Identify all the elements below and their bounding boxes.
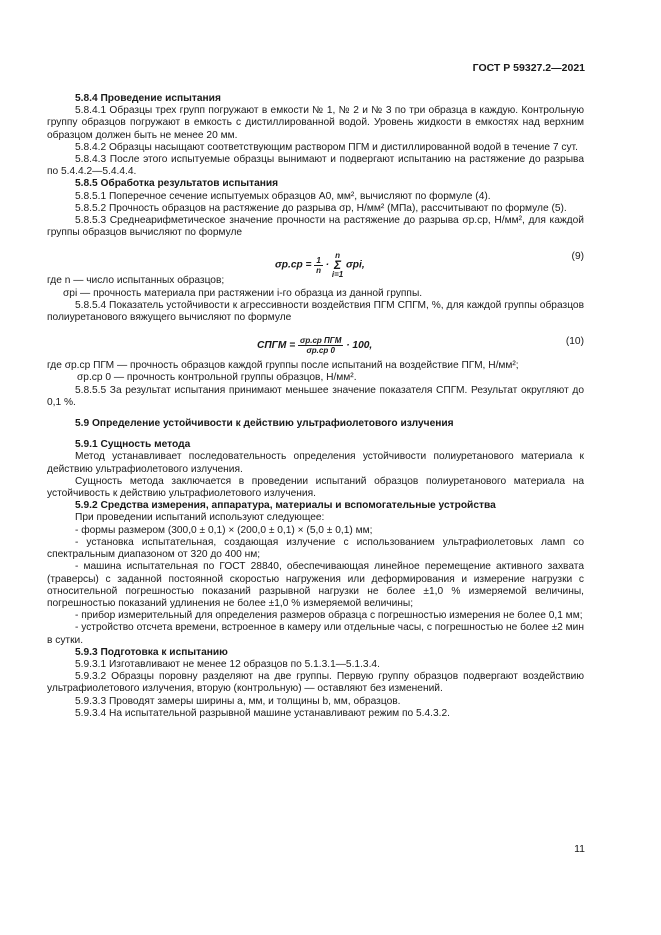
paragraph-5-9-3-3: 5.9.3.3 Проводят замеры ширины a, мм, и толщины b, мм, образцов. [75,695,401,707]
paragraph-5-9-3-2: 5.9.3.2 Образцы поровну разделяют на две группы. Первую группу образцов подвергают воздействию ультрафиолетового излучения, вторую (контрольную) — оставляют без изменений. [47,671,584,695]
section-5-8-5-title: 5.8.5 Обработка результатов испытания [75,178,279,190]
formula-9-fraction [314,256,322,275]
paragraph-5-8-4-1: 5.8.4.1 Образцы трех групп погружают в емкости № 1, № 2 и № 3 по три образца в каждую. Контрольную группу образцов погружают в емкость с дистиллированной водой. Уровень жидкости в емкостях над верхним образцом должен быть не менее 20 мм. [47,105,584,141]
paragraph-5-9-3-1: 5.9.3.1 Изготавливают не менее 12 образцов по 5.1.3.1—5.1.3.4. [75,658,380,670]
paragraph-5-8-5-1: 5.8.5.1 Поперечное сечение испытуемых образцов A0, мм², вычисляют по формуле (4). [75,190,491,202]
formula-10 [47,330,584,356]
formula-9 [47,245,584,280]
where-sigma-0: σр.ср 0 — прочность контрольной группы образцов, Н/мм². [77,372,357,384]
paragraph-5-9-1-a: Метод устанавливает последовательность определения устойчивости полиуретанового материала к действию ультрафиолетового излучения. [47,451,584,475]
paragraph-5-8-5-5: 5.8.5.5 За результат испытания принимают меньшее значение показателя СПГМ. Результат округляют до 0,1 %. [47,384,584,408]
section-5-9-1-title: 5.9.1 Сущность метода [75,439,191,451]
paragraph-5-9-2-a: При проведении испытаний используют следующее: [75,512,325,524]
formula-9-sum: n Σ i=1 [331,251,344,280]
paragraph-5-8-5-2: 5.8.5.2 Прочность образцов на растяжение до разрыва σр, Н/мм² (МПа), рассчитывают по формуле (5). [75,202,567,214]
paragraph-5-9-1-b: Сущность метода заключается в проведении испытаний образцов полиуретанового материала на устойчивость к действию ультрафиолетового излучения. [47,475,584,500]
paragraph-5-9-3-4: 5.9.3.4 На испытательной разрывной машине устанавливают режим по 5.4.3.2. [75,707,450,719]
formula-9-left: σр.ср = [275,260,312,272]
paragraph-5-8-4-2: 5.8.4.2 Образцы насыщают соответствующим раствором ПГМ и дистиллированной водой в течение 7 сут. [75,141,578,153]
section-5-9-3-title: 5.9.3 Подготовка к испытанию [75,646,228,658]
list-item-timer: - устройство отсчета времени, встроенное в камеру или отдельные часы, с погрешностью не более ±2 мин в сутки. [47,622,584,646]
where-sigma-pi: σрi — прочность материала при растяжении i-го образца из данной группы. [63,287,423,299]
paragraph-5-8-5-4: 5.8.5.4 Показатель устойчивости к агрессивности воздействия ПГМ СПГМ, %, для каждой группы образцов полиуретанового вяжущего вычисляют по формуле [47,299,584,324]
section-5-8-4-title: 5.8.4 Проведение испытания [75,93,221,104]
formula-10-denominator: σр.ср 0 [306,346,335,356]
paragraph-5-8-5-3: 5.8.5.3 Среднеарифметическое значение прочности на растяжение до разрыва σр.ср, Н/мм², для каждой группы образцов вычисляют по формуле [47,215,584,239]
formula-9-sum-bottom: i=1 [331,270,344,280]
list-item-test-machine: - машина испытательная по ГОСТ 28840, обеспечивающая линейное перемещение активного захвата (траверсы) с заданной постоянной скоростью нагружения или деформирования и измерение нагрузки с относительной погрешностью показаний разрывной нагрузки не более ±1,0 % измеряемой величины, погрешностью показаний удлинения не более ±1,0 % измеряемой величины; [47,561,584,609]
where-n: где n — число испытанных образцов; [47,275,225,287]
formula-10-expression [257,336,372,355]
formula-10-numerator: σр.ср ПГМ [300,336,342,346]
formula-9-expression: σр.ср = $\frac{1}{n}$ · n Σ i=1 σрi, [275,251,365,280]
section-5-9-title: 5.9 Определение устойчивости к действию ультрафиолетового излучения [75,418,454,430]
formula-9-numerator: 1 [316,255,321,265]
document-body [47,93,584,720]
formula-10-right: · 100, [346,340,373,352]
standard-header: ГОСТ Р 59327.2—2021 [472,62,585,74]
formula-10-fraction [298,336,343,355]
formula-10-left: CПГМ = [257,340,296,352]
paragraph-5-8-4-3: 5.8.4.3 После этого испытуемые образцы вынимают и подвергают испытанию на растяжение до разрыва по 5.4.4.2—5.4.4.4. [47,154,584,178]
formula-9-sum-top: n [335,251,340,261]
formula-9-right: σрi, [346,260,365,272]
page-number: 11 [574,843,585,855]
formula-9-denominator: n [316,265,321,275]
list-item-forms: - формы размером (300,0 ± 0,1) × (200,0 ± 0,1) × (5,0 ± 0,1) мм; [75,524,373,536]
formula-9-number: (9) [571,251,584,263]
where-sigma-pgm: где σр.ср ПГМ — прочность образцов каждой группы после испытаний на воздействие ПГМ, Н/мм²; [47,360,519,372]
list-item-measuring-device: - прибор измерительный для определения размеров образца с погрешностью измерения не более 0,1 мм; [75,610,583,622]
list-item-uv-installation: - установка испытательная, создающая излучение с использованием ультрафиолетовых ламп со спектральным диапазоном от 320 до 400 нм; [47,536,584,561]
section-5-9-2-title: 5.9.2 Средства измерения, аппаратура, материалы и вспомогательные устройства [75,500,496,512]
formula-10-number: (10) [565,336,584,348]
